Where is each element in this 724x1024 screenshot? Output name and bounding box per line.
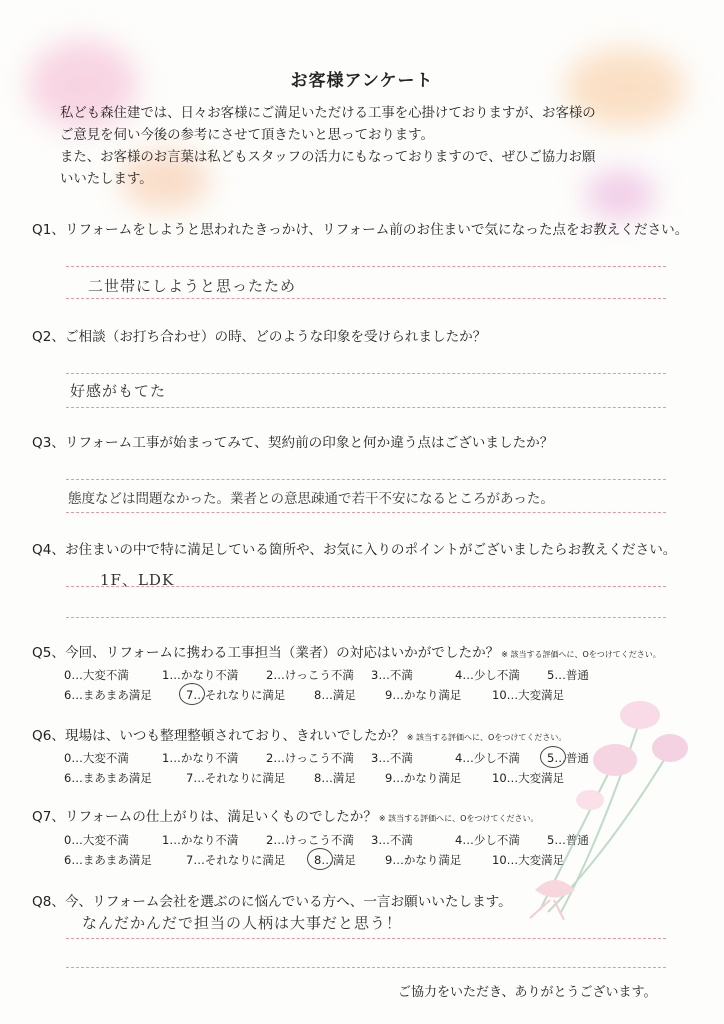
question-7-text: Q7、リフォームの仕上がりは、満足いくものでしたか？ [32, 809, 377, 825]
q5-option-2[interactable]: 2…けっこう不満 [266, 668, 354, 682]
answer-rule [66, 373, 666, 374]
q6-option-6[interactable]: 6…まあまあ満足 [64, 771, 152, 785]
answer-rule [66, 479, 666, 480]
q6-option-8[interactable]: 8…満足 [314, 771, 356, 785]
q5-option-3[interactable]: 3…不満 [371, 668, 413, 682]
answer-rule [66, 938, 666, 939]
q7-option-9[interactable]: 9…かなり満足 [385, 853, 462, 867]
answer-rule [66, 617, 666, 618]
q7-option-1[interactable]: 1…かなり不満 [162, 833, 239, 847]
q5-option-9[interactable]: 9…かなり満足 [385, 688, 462, 702]
answer-8-handwritten: なんだかんだで担当の人柄は大事だと思う！ [82, 914, 403, 932]
q6-option-0[interactable]: 0…大変不満 [64, 751, 129, 765]
answer-3-handwritten: 態度などは問題なかった。業者との意思疎通で若干不安になるところがあった。 [68, 491, 554, 507]
q5-option-7[interactable]: 7…それなりに満足 [186, 688, 286, 702]
q5-option-8[interactable]: 8…満足 [314, 688, 356, 702]
question-1: Q1、リフォームをしようと思われたきっかけ、リフォーム前のお住まいで気になった点をお教えください。 [32, 222, 689, 238]
q5-option-1[interactable]: 1…かなり不満 [162, 668, 239, 682]
q6-option-5[interactable]: 5…普通 [547, 751, 589, 765]
q6-option-9[interactable]: 9…かなり満足 [385, 771, 462, 785]
q5-option-4[interactable]: 4…少し不満 [455, 668, 520, 682]
question-7-note: ※ 該当する評価へに、Oをつけてください。 [378, 814, 539, 823]
intro-line: いいたします。 [60, 172, 153, 187]
q7-option-7[interactable]: 7…それなりに満足 [186, 853, 286, 867]
q6-option-1[interactable]: 1…かなり不満 [162, 751, 239, 765]
q7-selected-circle [307, 848, 333, 870]
question-2: Q2、ご相談（お打ち合わせ）の時、どのような印象を受けられましたか？ [32, 329, 487, 345]
intro-line: ご意見を伺い今後の参考にさせて頂きたいと思っております。 [60, 128, 434, 143]
q7-option-5[interactable]: 5…普通 [547, 833, 589, 847]
q7-option-2[interactable]: 2…けっこう不満 [266, 833, 354, 847]
q5-option-5[interactable]: 5…普通 [547, 668, 589, 682]
question-5-text: Q5、今回、リフォームに携わる工事担当（業者）の対応はいかがでしたか？ [32, 645, 500, 661]
q6-option-7[interactable]: 7…それなりに満足 [186, 771, 286, 785]
answer-rule [66, 512, 666, 513]
q6-option-3[interactable]: 3…不満 [371, 751, 413, 765]
answer-rule [66, 266, 666, 267]
q5-option-10[interactable]: 10…大変満足 [492, 688, 565, 702]
q5-option-6[interactable]: 6…まあまあ満足 [64, 688, 152, 702]
q7-option-10[interactable]: 10…大変満足 [492, 853, 565, 867]
intro-text [60, 103, 670, 191]
answer-rule [66, 298, 666, 299]
answer-4-handwritten: 1F、LDK [100, 571, 175, 589]
question-8: Q8、今、リフォーム会社を選ぶのに悩んでいる方へ、一言お願いいたします。 [32, 894, 512, 910]
question-5-note: ※ 該当する評価へに、Oをつけてください。 [501, 650, 661, 659]
question-4: Q4、お住まいの中で特に満足している箇所や、お気に入りのポイントがございましたらお教えください。 [32, 542, 677, 558]
q5-option-0[interactable]: 0…大変不満 [64, 668, 129, 682]
q6-option-4[interactable]: 4…少し不満 [455, 751, 520, 765]
answer-rule [66, 967, 666, 968]
question-6 [32, 724, 566, 744]
answer-2-handwritten: 好感がもてた [70, 382, 167, 400]
q7-option-8[interactable]: 8…満足 [314, 853, 356, 867]
page-title: お客様アンケート [290, 71, 434, 91]
closing-text: ご協力をいただき、ありがとうございます。 [398, 985, 657, 1000]
flower-bouquet-icon [520, 660, 700, 920]
q7-option-4[interactable]: 4…少し不満 [455, 833, 520, 847]
question-6-text: Q6、現場は、いつも整理整頓されており、きれいでしたか？ [32, 728, 405, 744]
q7-option-3[interactable]: 3…不満 [371, 833, 413, 847]
q7-option-0[interactable]: 0…大変不満 [64, 833, 129, 847]
q5-selected-circle [179, 683, 205, 705]
question-5 [32, 641, 661, 661]
question-6-note: ※ 該当する評価へに、Oをつけてください。 [406, 733, 567, 742]
q7-option-6[interactable]: 6…まあまあ満足 [64, 853, 152, 867]
intro-line: また、お客様のお言葉は私どもスタッフの活力にもなっておりますので、ぜひご協力お願 [60, 150, 596, 165]
question-3: Q3、リフォーム工事が始まってみて、契約前の印象と何か違う点はございましたか？ [32, 435, 554, 451]
answer-rule [66, 407, 666, 408]
q6-option-2[interactable]: 2…けっこう不満 [266, 751, 354, 765]
answer-1-handwritten: 二世帯にしようと思ったため [88, 277, 297, 295]
question-7 [32, 805, 538, 825]
intro-line: 私ども森住建では、日々お客様にご満足いただける工事を心掛けておりますが、お客様の [60, 106, 596, 121]
q6-option-10[interactable]: 10…大変満足 [492, 771, 565, 785]
